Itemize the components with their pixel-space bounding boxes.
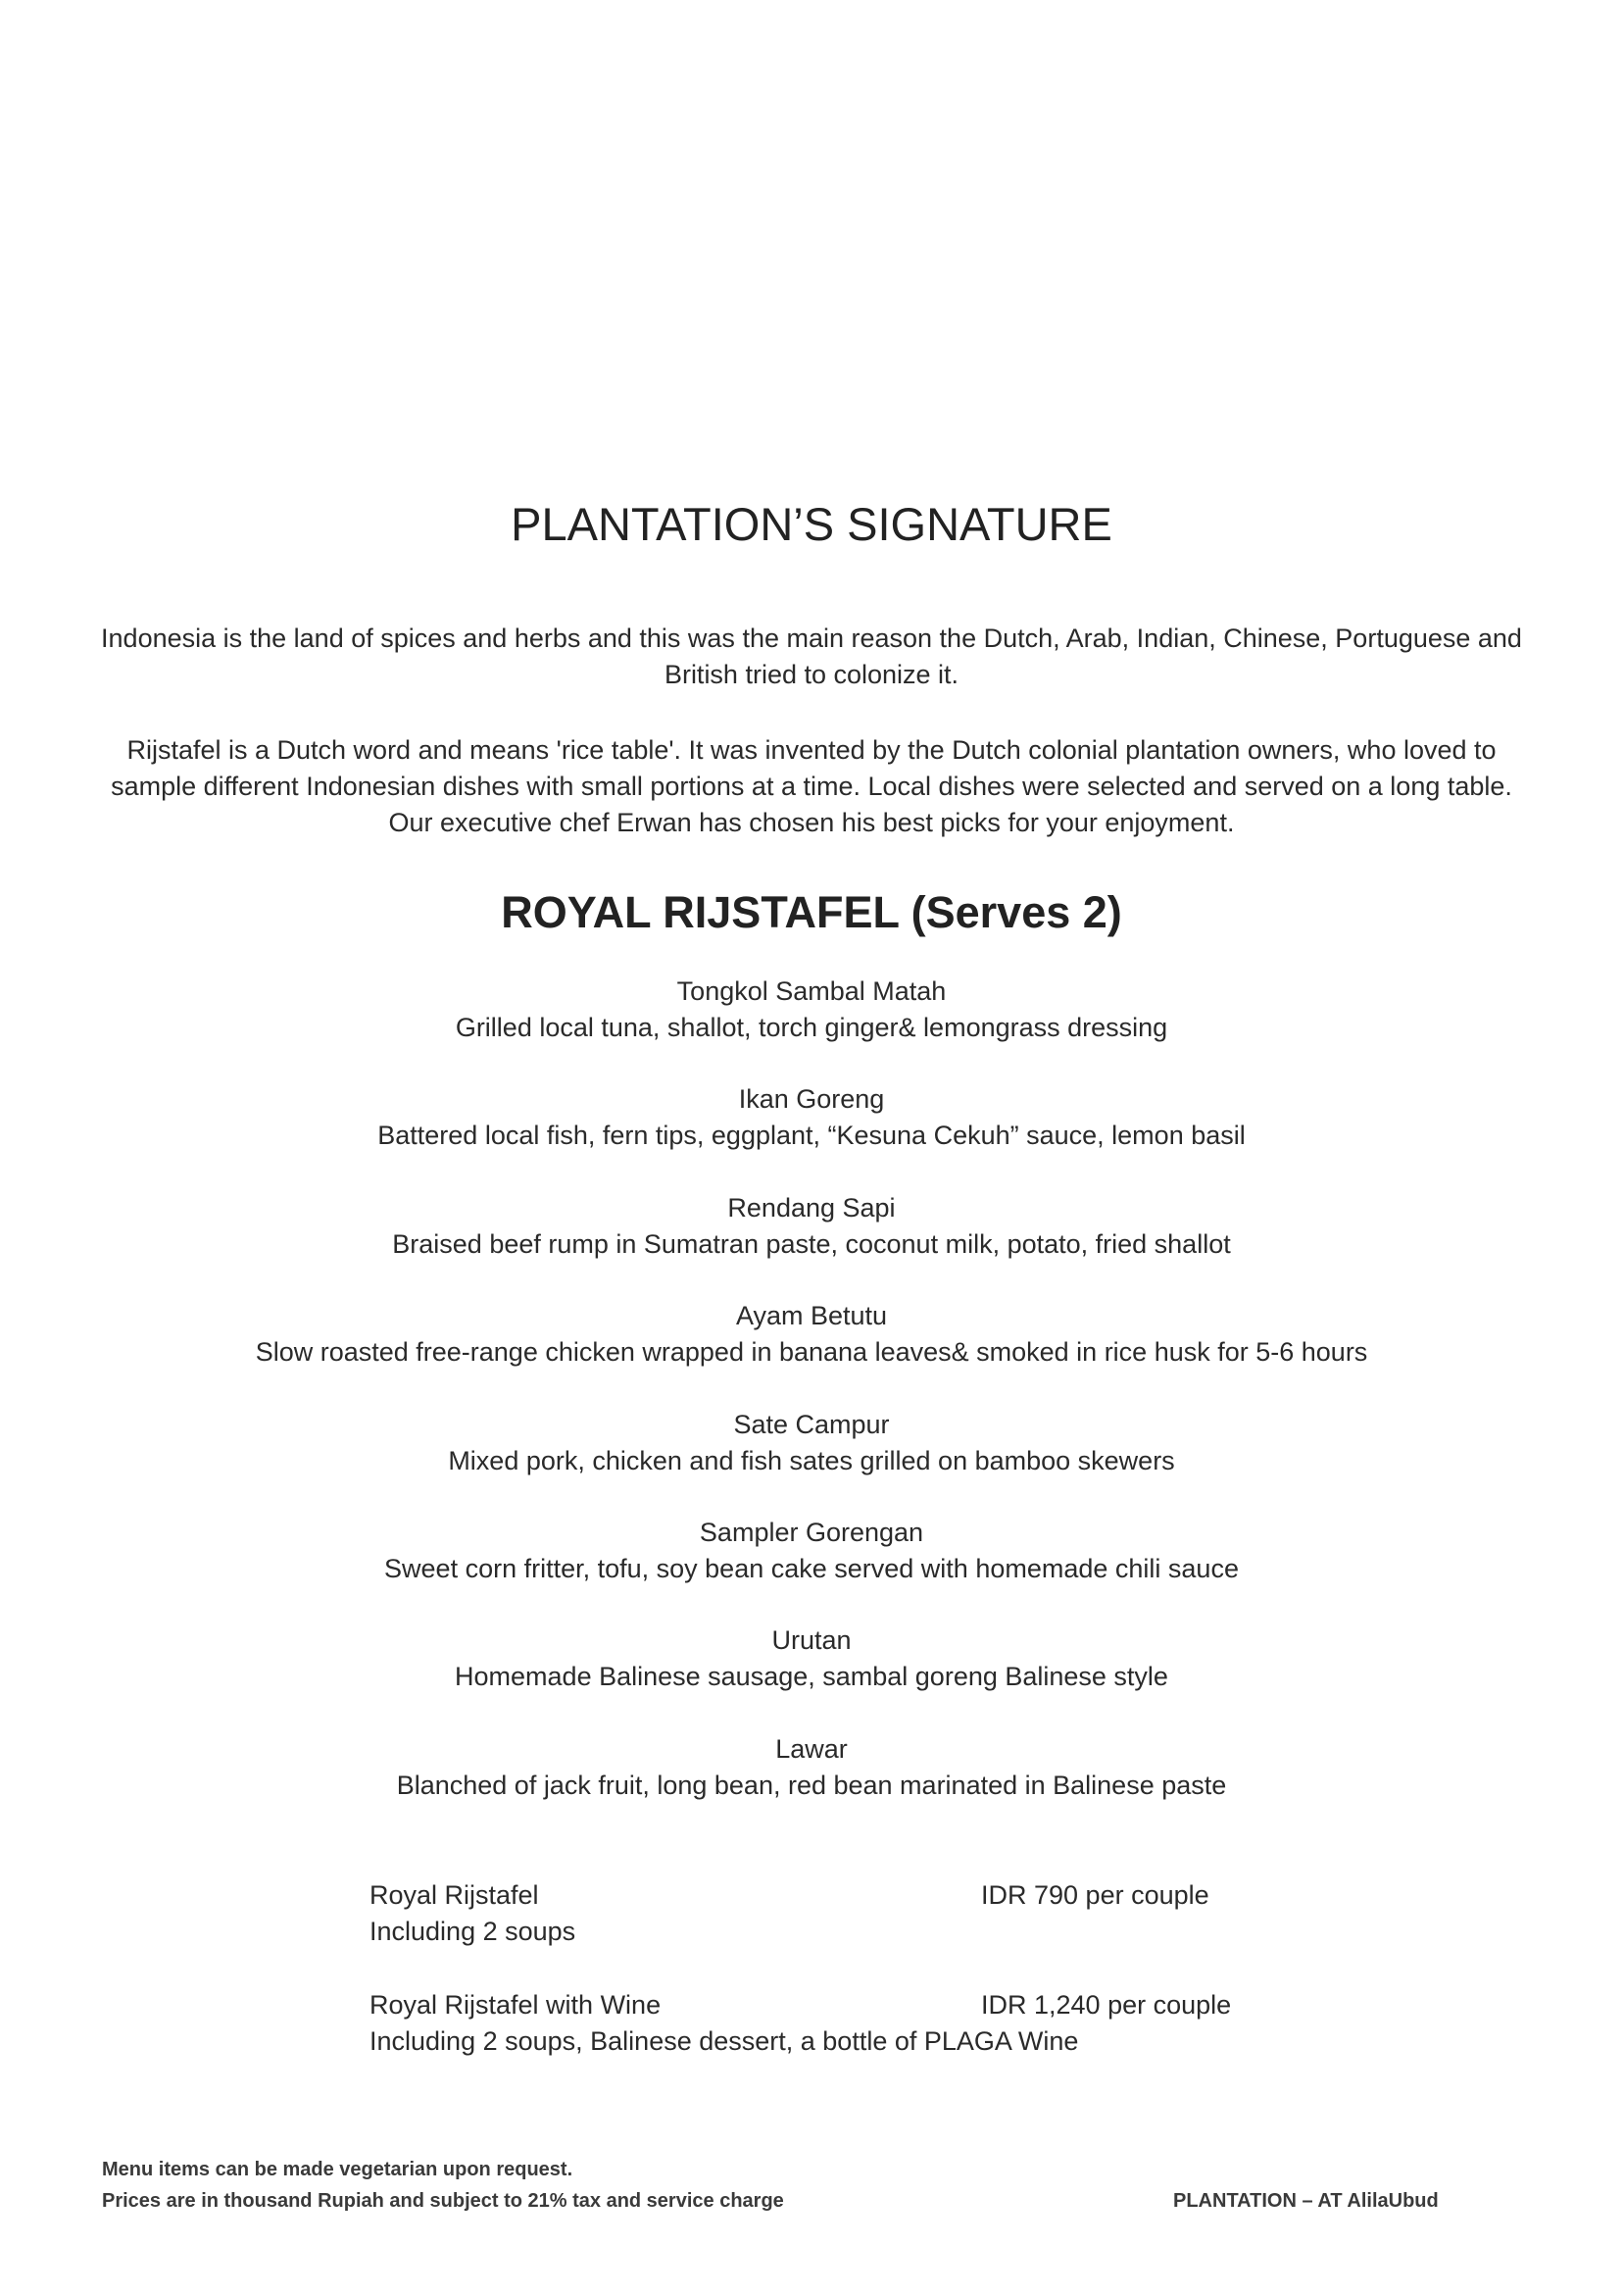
footer-brand: PLANTATION – AT AlilaUbud [1173,2190,1439,2212]
dish-name: Sampler Gorengan [699,1517,924,1547]
price-label: Royal Rijstafel with Wine [369,1990,662,2020]
price-note: Including 2 soups [369,1917,576,1946]
dish-description: Mixed pork, chicken and fish sates grilled on bamboo skewers [448,1445,1175,1475]
dish-item [0,1407,1623,1515]
price-label: Royal Rijstafel [369,1880,539,1910]
price-row-royal-rijstafel [369,1877,1350,1914]
price-value: IDR 1,240 per couple [981,1990,1232,2020]
dish-item [0,1190,1623,1298]
dish-item [0,1731,1623,1839]
dish-description: Braised beef rump in Sumatran paste, coconut milk, potato, fried shallot [392,1228,1231,1259]
dish-description: Battered local fish, fern tips, eggplant, “Kesuna Cekuh” sauce, lemon basil [377,1121,1246,1151]
dish-description: Sweet corn fritter, tofu, soy bean cake served with homemade chili sauce [384,1553,1239,1583]
price-note: Including 2 soups, Balinese dessert, a bottle of PLAGA Wine [369,2026,1079,2056]
dish-description: Blanched of jack fruit, long bean, red bean marinated in Balinese paste [396,1770,1227,1800]
price-value: IDR 790 per couple [981,1880,1209,1910]
dish-item [0,1298,1623,1406]
spacer [369,1950,1350,1987]
dish-name: Sate Campur [733,1409,890,1439]
dish-name: Lawar [775,1733,848,1764]
price-row-royal-rijstafel-wine [369,1987,1350,2023]
dish-name: Rendang Sapi [727,1192,896,1223]
dish-name: Ikan Goreng [738,1084,885,1115]
footer-notes [102,2154,784,2217]
page-title: PLANTATION’S SIGNATURE [511,498,1112,550]
section-heading: ROYAL RIJSTAFEL (Serves 2) [501,887,1122,937]
dish-name: Urutan [771,1625,852,1656]
intro-paragraph-history: Indonesia is the land of spices and herbs and this was the main reason the Dutch, Arab, Indian, Chinese, Portuguese and British tried to colonize it. [101,624,1522,689]
footer-tax-note: Prices are in thousand Rupiah and subject to 21% tax and service charge [102,2190,784,2212]
dish-description: Homemade Balinese sausage, sambal goreng Balinese style [455,1662,1168,1692]
dish-description: Slow roasted free-range chicken wrapped in banana leaves& smoked in rice husk for 5-6 hours [255,1337,1368,1368]
dish-item [0,1081,1623,1189]
intro-paragraph-rijstafel: Rijstafel is a Dutch word and means 'rice table'. It was invented by the Dutch colonial plantation owners, who loved to sample different Indonesian dishes with small portions at a time. Local dishes were selected and served on a long table. Our executive chef Erwan has chosen his best picks for your enjoyment. [111,735,1512,837]
dish-description: Grilled local tuna, shallot, torch ginger& lemongrass dressing [455,1013,1168,1042]
dish-name: Ayam Betutu [735,1301,888,1331]
footer-vegetarian-note: Menu items can be made vegetarian upon request. [102,2159,573,2180]
dish-item [0,1622,1623,1730]
dish-name: Tongkol Sambal Matah [676,976,947,1006]
dish-list [0,973,1623,1839]
pricing-block [369,1877,1350,2060]
dish-item [0,1515,1623,1622]
dish-item [0,973,1623,1081]
